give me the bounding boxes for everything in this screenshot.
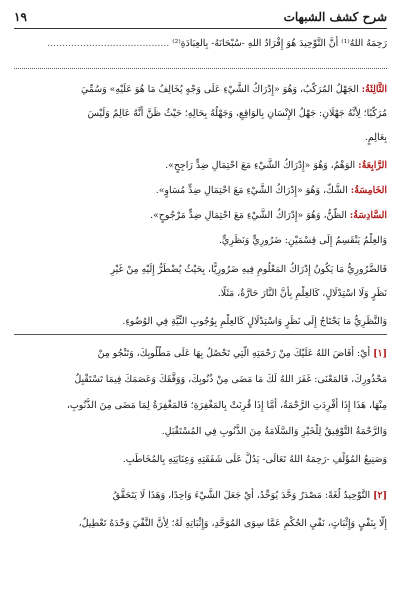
body-line — [14, 158, 387, 173]
footnote-line — [14, 398, 387, 413]
running-header — [14, 6, 387, 29]
footnote-line — [14, 346, 387, 361]
footnote-text: مَحْذُورِكَ، فَالمَعْنَى: غَفَرَ اللهُ لَكَ مَا مَضَى مِنْ ذُنُوبِكَ، وَوَفَّقَكَ وَعَصَمَكَ فِيمَا تَسْتَقْبِلُ — [74, 374, 387, 385]
body-line — [14, 262, 387, 277]
body-line — [14, 208, 387, 223]
separator-dotted — [14, 68, 387, 69]
body-text: فَالضَّرُورِيُّ مَا يَكُونُ إِدْرَاكُ المَعْلُومِ فِيهِ ضَرُورِيًّا، بِحَيْثُ يُضْطَرُّ إِلَيْهِ مِنْ غَيْرِ — [110, 264, 387, 275]
body-line — [14, 286, 387, 301]
item-number: الرَّابِعَةُ: — [358, 160, 387, 171]
body-text: الجَهْلُ المُرَكَّبُ، وَهُوَ «إِدْرَاكُ الشَّيْءِ عَلَى وَجْهٍ يُخَالِفُ مَا هُوَ عَلَيْهِ» وَسُمِّيَ — [80, 84, 362, 95]
body-text: وَالعِلْمُ يَنْقَسِمُ إِلَى قِسْمَيْنِ: ضَرُورِيٍّ وَنَظَرِيٍّ. — [218, 235, 387, 246]
book-title: شرح كشف الشبهات — [283, 10, 387, 24]
footnote-number: [٢] — [373, 490, 387, 501]
footnote-line — [14, 424, 387, 439]
body-text: الوَهْمُ، وَهُوَ «إِدْرَاكُ الشَّيْءِ مَعَ احْتِمَالِ ضِدٍّ رَاجِحٍ». — [165, 160, 359, 171]
body-text: وَالنَّظَرِيُّ مَا يَحْتَاجُ إِلَى نَظَرٍ وَاسْتِدْلَالٍ كَالعِلْمِ بِوُجُوبِ النِّيَّةِ فِي الوُضُوءِ. — [122, 316, 387, 327]
footnote-separator — [14, 334, 387, 335]
item-number: الثَّالِثَةُ: — [361, 84, 387, 95]
item-number: الخَامِسَةُ: — [350, 185, 387, 196]
body-text: نَظَرٍ وَلَا اسْتِدْلَالٍ، كَالعِلْمِ بِأَنَّ النَّارَ حَارَّةٌ، مَثَلًا. — [217, 288, 387, 299]
body-line — [14, 183, 387, 198]
top-footnote-line — [14, 36, 387, 51]
footnote-line — [14, 372, 387, 387]
body-text: بِعَالِمٍ. — [364, 132, 387, 143]
body-text: الظَّنُّ، وَهُوَ «إِدْرَاكُ الشَّيْءِ مَعَ احْتِمَالِ ضِدٍّ مَرْجُوحٍ». — [150, 210, 350, 221]
footnote-line — [14, 516, 387, 531]
body-line — [14, 106, 387, 121]
footnote-text: وَالرَّحْمَةُ التَّوْفِيقُ لِلْخَيْرِ وَالسَّلَامَةُ مِنَ الذُّنُوبِ فِي المُسْتَقْبَلِ. — [161, 426, 387, 437]
body-text: مُرَكَّبًا؛ لِأَنَّهُ جَهْلَانِ: جَهْلُ الإِنْسَانِ بِالوَاقِعِ، وَجَهْلُهُ بِحَالِهِ؛ حَيْثُ ظَنَّ أَنَّهُ عَالِمٌ وَلَيْسَ — [87, 108, 387, 119]
body-line — [14, 314, 387, 329]
footnote-line — [14, 488, 387, 503]
footnote-line — [14, 452, 387, 467]
footnote-number: [١] — [373, 348, 387, 359]
top-footnote-text: رَحِمَهُ اللهُ⁽¹⁾ أَنَّ التَّوْحِيدَ هُوَ إِفْرَادُ اللهِ -سُبْحَانَهُ- بِالعِبَادَةِ⁽²⁾ — [172, 38, 387, 49]
item-number: السَّادِسَةُ: — [349, 210, 387, 221]
footnote-text: أَيْ: أَفَاضَ اللهُ عَلَيْكَ مِنْ رَحْمَتِهِ الَّتِي تَحْصُلُ بِهَا عَلَى مَطْلُوبِكَ، وَتَنْجُو مِنْ — [97, 348, 374, 359]
footnote-text: إِلَّا بِنَفْيٍ وَإِثْبَاتٍ، نَفْيِ الحُكْمِ عَمَّا سِوَى المُوَحَّدِ، وَإِثْبَاتِهِ لَهُ؛ لِأَنَّ النَّفْيَ وَحْدَهُ تَعْطِيلٌ، — [78, 518, 387, 529]
body-text: الشَّكُّ، وَهُوَ «إِدْرَاكُ الشَّيْءِ مَعَ احْتِمَالِ ضِدٍّ مُسَاوٍ». — [155, 185, 351, 196]
footnote-text: مِنْهَا، هَذَا إِذَا أُفْرِدَتِ الرَّحْمَةُ، أَمَّا إِذَا قُرِنَتْ بِالمَغْفِرَةِ؛ فَالمَغْفِرَةُ لِمَا مَضَى مِنَ الذُّنُوبِ، — [66, 400, 387, 411]
body-line — [14, 82, 387, 97]
body-line — [14, 130, 387, 145]
footnote-text: التَّوْحِيدُ لُغَةً: مَصْدَرُ وَحَّدَ يُوَحِّدُ، أَيْ جَعَلَ الشَّيْءَ وَاحِدًا، وَهَذَا لَا يَتَحَقَّقُ — [112, 490, 374, 501]
top-footnote-dots: ......................................... — [47, 38, 170, 49]
page-number: ١٩ — [14, 10, 27, 24]
footnote-text: وَصَنِيعُ المُؤَلِّفِ -رَحِمَهُ اللهُ تَعَالَى- يَدُلُّ عَلَى شَفَقَتِهِ وَعِنَايَتِهِ بِالمُخَاطَبِ. — [122, 454, 387, 465]
body-line — [14, 233, 387, 248]
